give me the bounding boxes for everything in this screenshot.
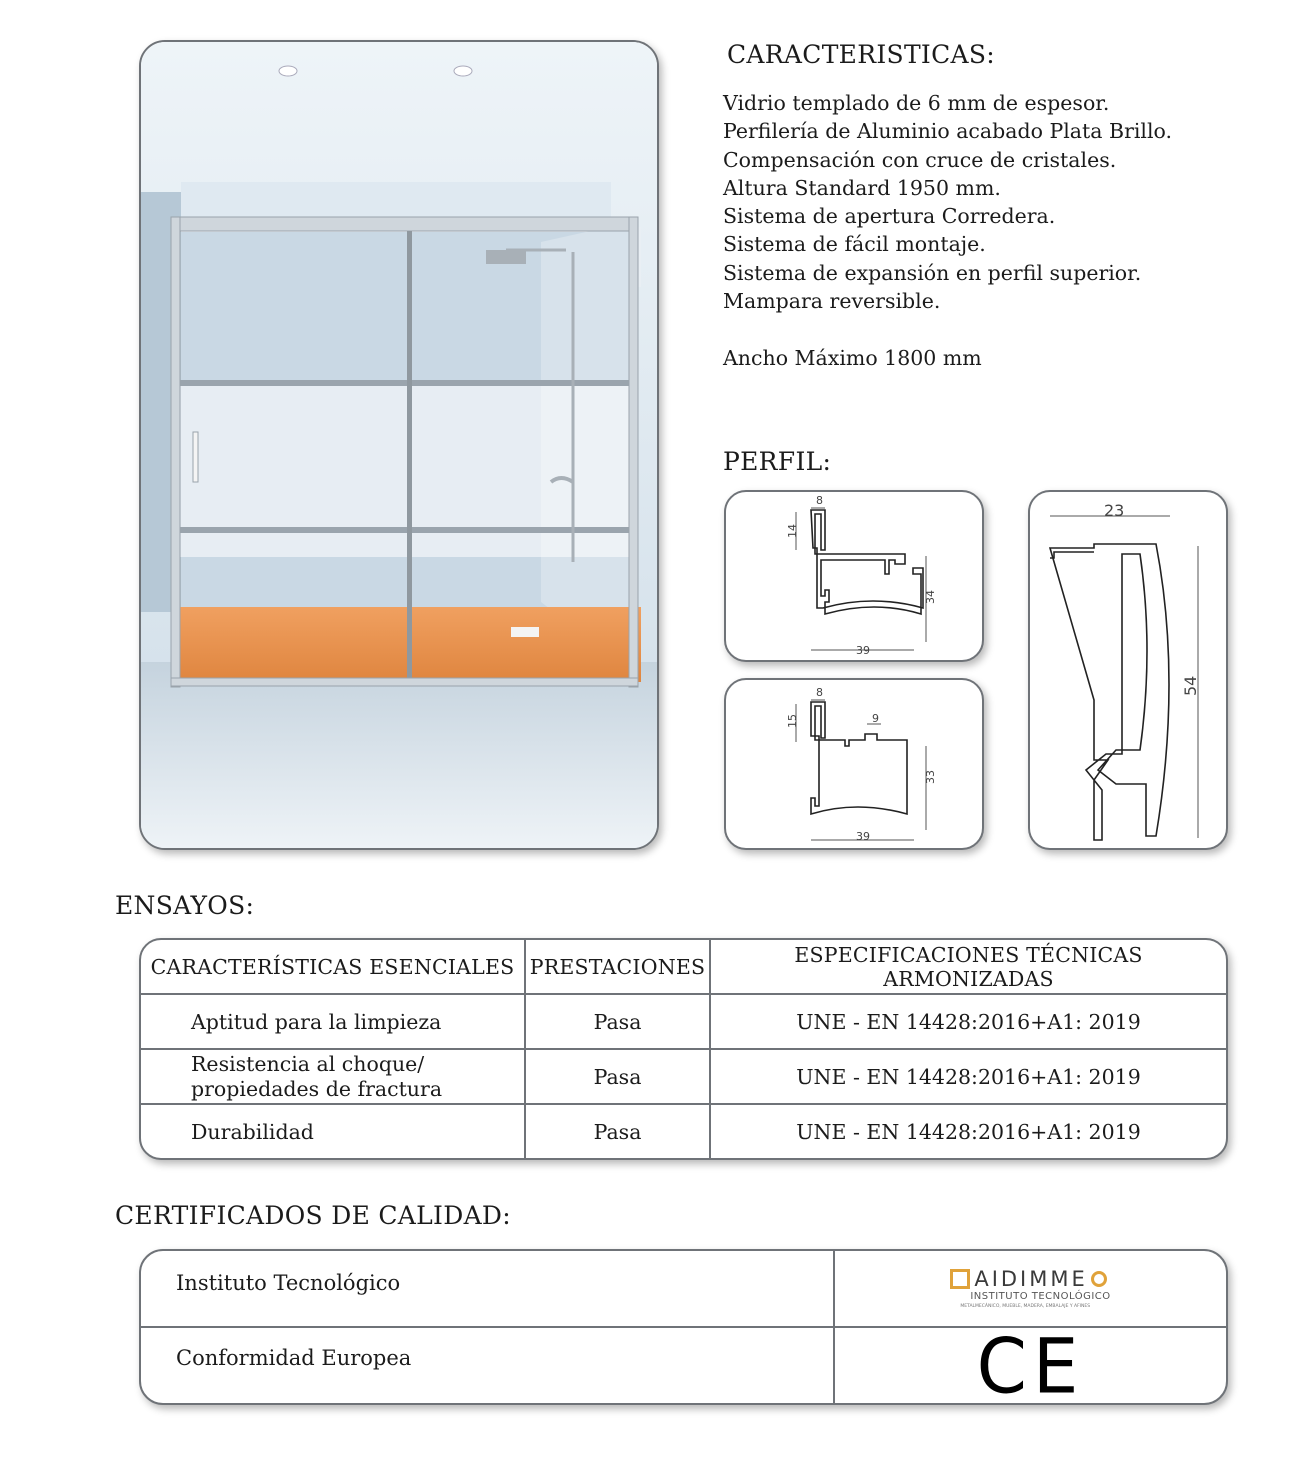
feature-item: Perfilería de Aluminio acabado Plata Brillo. <box>723 119 1173 144</box>
table-row <box>141 994 1226 1049</box>
characteristic-line: Resistencia al choque/ <box>191 1051 425 1076</box>
feature-item: Vidrio templado de 6 mm de espesor. <box>723 91 1110 115</box>
dimension-label: 23 <box>1104 501 1125 520</box>
column-header: CARACTERÍSTICAS ESENCIALES <box>141 940 525 994</box>
result-cell: Pasa <box>525 1049 710 1104</box>
dimension-label: 9 <box>872 712 879 725</box>
tests-heading: ENSAYOS: <box>115 891 255 920</box>
feature-item: Sistema de fácil montaje. <box>723 232 986 257</box>
table-row <box>141 1327 1226 1403</box>
certificates-table <box>139 1249 1228 1405</box>
aidimme-logo-sub: INSTITUTO TECNOLÓGICO <box>970 1291 1111 1302</box>
result-cell: Pasa <box>525 1104 710 1158</box>
dimension-label: 8 <box>816 686 823 699</box>
characteristic-cell <box>141 1049 525 1104</box>
features-heading: CARACTERISTICAS: <box>727 40 996 69</box>
feature-item: Altura Standard 1950 mm. <box>723 175 1001 200</box>
profile-side-diagram <box>1028 490 1228 850</box>
dimension-label: 14 <box>786 524 799 538</box>
spec-cell: UNE - EN 14428:2016+A1: 2019 <box>796 1119 1141 1144</box>
certificate-label: Conformidad Europea <box>141 1327 834 1403</box>
max-width-note: Ancho Máximo 1800 mm <box>723 346 982 370</box>
feature-item: Compensación con cruce de cristales. <box>723 147 1117 172</box>
dimension-label: 15 <box>786 714 799 728</box>
spec-cell: UNE - EN 14428:2016+A1: 2019 <box>710 1049 1226 1104</box>
certificates-heading: CERTIFICADOS DE CALIDAD: <box>115 1201 511 1230</box>
tests-table <box>139 938 1228 1160</box>
certificate-label: Instituto Tecnológico <box>141 1251 834 1327</box>
column-header: PRESTACIONES <box>525 940 710 994</box>
table-row <box>141 1104 1226 1158</box>
table-row <box>141 1251 1226 1327</box>
shower-screen-illustration <box>141 42 657 848</box>
aidimme-logo-text: AIDIMME <box>974 1267 1088 1291</box>
dimension-label: 8 <box>816 494 823 507</box>
aidimme-mark-icon <box>950 1269 970 1289</box>
profile-heading: PERFIL: <box>723 447 832 476</box>
profile-top-diagram <box>724 490 984 662</box>
dimension-label: 39 <box>856 644 870 657</box>
dimension-label: 33 <box>924 770 937 784</box>
dimension-label: 54 <box>1181 675 1200 696</box>
feature-item: Sistema de expansión en perfil superior. <box>723 260 1142 285</box>
spec-cell: UNE - EN 14428:2016+A1: 2019 <box>710 994 1226 1049</box>
characteristic-cell: Durabilidad <box>141 1104 525 1158</box>
characteristic-cell: Aptitud para la limpieza <box>141 994 525 1049</box>
aidimme-circle-icon <box>1091 1271 1107 1287</box>
dimension-label: 39 <box>856 830 870 843</box>
product-photo <box>139 40 659 850</box>
feature-item: Mampara reversible. <box>723 289 941 314</box>
feature-item: Sistema de apertura Corredera. <box>723 204 1056 229</box>
table-row <box>141 1049 1226 1104</box>
profile-bottom-diagram <box>724 678 984 850</box>
result-cell: Pasa <box>525 994 710 1049</box>
aidimme-logo-tagline: METALMECÁNICO, MUEBLE, MADERA, EMBALAJE Y AFINES <box>960 1304 1091 1309</box>
dimension-label: 34 <box>924 590 937 604</box>
column-header: ESPECIFICACIONES TÉCNICAS ARMONIZADAS <box>710 940 1226 994</box>
aidimme-logo <box>834 1251 1226 1327</box>
characteristic-line: propiedades de fractura <box>191 1076 443 1101</box>
ce-mark: CE <box>976 1321 1085 1405</box>
features-list <box>723 89 1283 315</box>
